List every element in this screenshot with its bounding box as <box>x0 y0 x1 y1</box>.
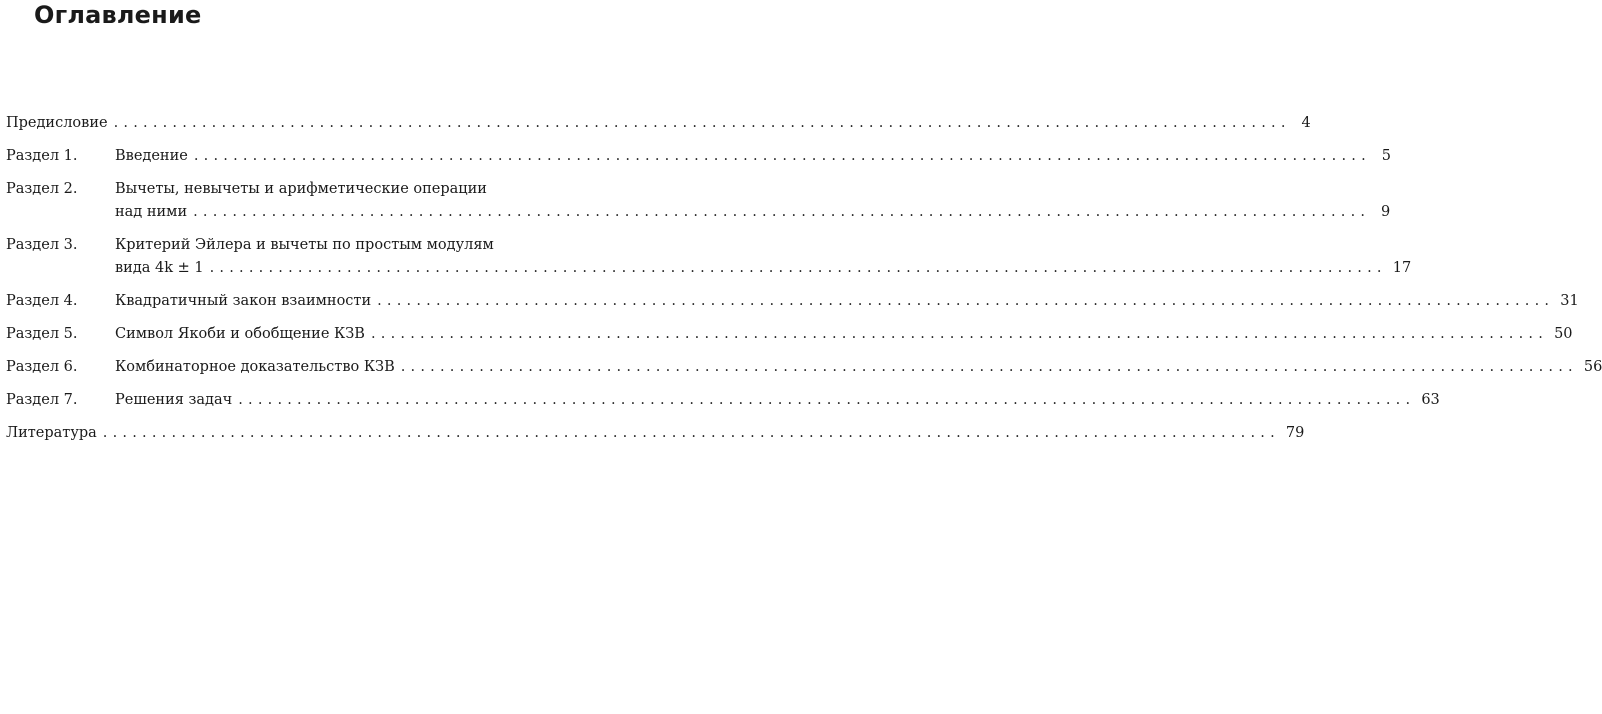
toc-entry-section-5[interactable] <box>6 323 1573 346</box>
entry-lastline <box>115 201 1391 224</box>
entry-page-number: 79 <box>1285 425 1305 441</box>
section-number: Раздел 7. <box>6 392 78 408</box>
dot-leader: ........................................................................................................................ <box>102 425 1280 441</box>
entry-lastline <box>115 257 1412 280</box>
entry-body <box>6 112 1311 135</box>
entry-body <box>115 323 1573 346</box>
entry-page-number: 5 <box>1381 148 1391 164</box>
toc-entry-section-4[interactable] <box>6 290 1579 313</box>
entry-page-number: 63 <box>1421 392 1440 408</box>
entry-lastline <box>115 356 1602 379</box>
entry-lastline <box>115 290 1579 313</box>
entry-title-continued: вида 4k ± 1 <box>115 260 204 276</box>
entry-page-number: 56 <box>1583 359 1602 375</box>
entry-body <box>115 356 1602 379</box>
entry-body <box>6 422 1305 445</box>
dot-leader: ........................................................................................................................ <box>400 359 1578 375</box>
dot-leader: ........................................................................................................................ <box>370 326 1549 342</box>
entry-title: Предисловие <box>6 115 108 131</box>
section-number: Раздел 5. <box>6 326 78 342</box>
toc-entry-section-2[interactable] <box>6 178 1391 224</box>
entry-title: Комбинаторное доказательство КЗВ <box>115 359 395 375</box>
toc-entry-preface[interactable] <box>6 112 1311 135</box>
section-number: Раздел 4. <box>6 293 78 309</box>
entry-title-continued: над ними <box>115 204 188 220</box>
section-number: Раздел 1. <box>6 148 78 164</box>
page-title: Оглавление <box>34 1 202 29</box>
toc-entry-section-7[interactable] <box>6 389 1440 412</box>
entry-lastline <box>115 389 1440 412</box>
section-number: Раздел 2. <box>6 181 78 197</box>
entry-page-number: 31 <box>1560 293 1579 309</box>
section-number: Раздел 6. <box>6 359 78 375</box>
entry-body <box>115 290 1579 313</box>
entry-body <box>115 145 1391 168</box>
entry-body <box>115 234 1412 280</box>
entry-lastline <box>6 422 1305 445</box>
dot-leader: ........................................................................................................................ <box>377 293 1555 309</box>
entry-title: Литература <box>6 425 97 441</box>
dot-leader: ........................................................................................................................ <box>238 392 1416 408</box>
entry-title-line: Критерий Эйлера и вычеты по простым модулям <box>115 237 494 253</box>
entry-lastline <box>115 145 1391 168</box>
entry-body <box>115 389 1440 412</box>
entry-page-number: 17 <box>1392 260 1412 276</box>
dot-leader: ........................................................................................................................ <box>209 260 1387 276</box>
entry-title: Решения задач <box>115 392 233 408</box>
table-of-contents <box>6 112 1602 455</box>
dot-leader: ........................................................................................................................ <box>193 204 1371 220</box>
entry-lastline <box>6 112 1311 135</box>
entry-page-number: 50 <box>1554 326 1573 342</box>
section-number: Раздел 3. <box>6 237 78 253</box>
dot-leader: ........................................................................................................................ <box>113 115 1291 131</box>
entry-title: Введение <box>115 148 188 164</box>
toc-entry-section-6[interactable] <box>6 356 1602 379</box>
entry-title: Символ Якоби и обобщение КЗВ <box>115 326 365 342</box>
toc-entry-section-1[interactable] <box>6 145 1391 168</box>
dot-leader: ........................................................................................................................ <box>193 148 1371 164</box>
entry-title: Квадратичный закон взаимности <box>115 293 372 309</box>
entry-page-number: 4 <box>1301 115 1311 131</box>
entry-lastline <box>115 323 1573 346</box>
toc-entry-section-3[interactable] <box>6 234 1412 280</box>
entry-body <box>115 178 1391 224</box>
toc-entry-bibliography[interactable] <box>6 422 1305 445</box>
entry-page-number: 9 <box>1381 204 1391 220</box>
entry-title-line: Вычеты, невычеты и арифметические операции <box>115 181 487 197</box>
